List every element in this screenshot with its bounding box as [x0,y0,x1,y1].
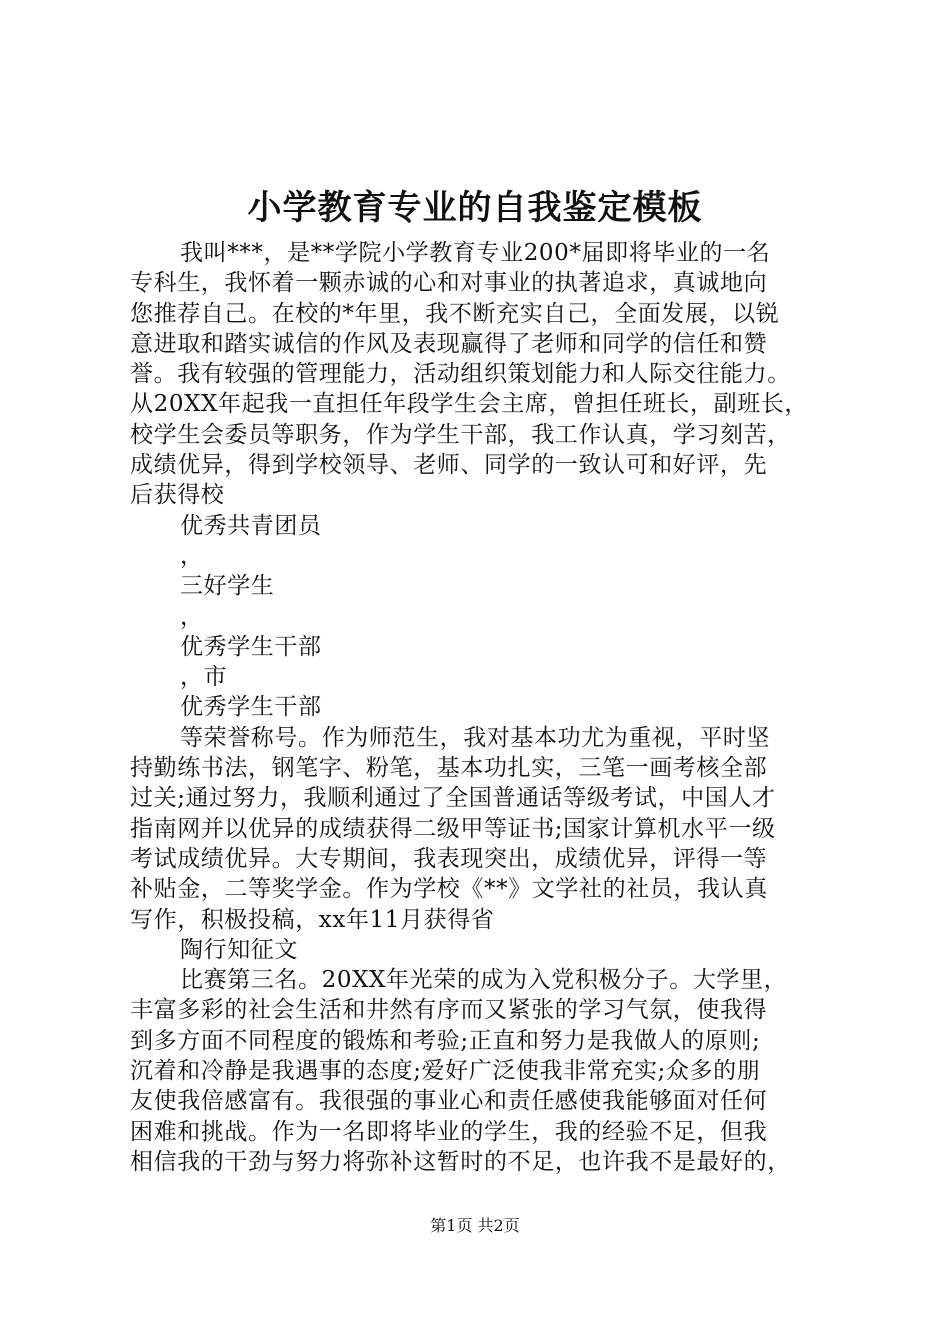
document-body [130,238,830,1177]
paragraph-line: 到多方面不同程度的锻炼和考验;正直和努力是我做人的原则; [130,1027,761,1054]
paragraph-line: 困难和挑战。作为一名即将毕业的学生，我的经验不足，但我 [130,1118,768,1145]
paragraph-line: 补贴金，二等奖学金。作为学校《**》文学社的社员，我认真 [130,876,768,903]
honor-separator: ，市 [180,664,228,691]
honor-separator: ， [180,603,204,630]
paragraph-line: 成绩优异，得到学校领导、老师、同学的一致认可和好评，先 [130,452,768,479]
paragraph-line: 过关;通过努力，我顺利通过了全国普通话等级考试，中国人才 [130,785,776,812]
paragraph-line: 校学生会委员等职务，作为学生干部，我工作认真，学习刻苦， [130,421,791,448]
document-title: 小学教育专业的自我鉴定模板 [247,188,703,228]
honor-line: 优秀学生干部 [180,694,322,721]
page-footer: 第1页 共2页 [430,1216,520,1235]
paragraph-line: 我叫***，是**学院小学教育专业200*届即将毕业的一名 [180,240,771,266]
honor-line: 陶行知征文 [180,936,298,963]
paragraph-line: 意进取和踏实诚信的作风及表现赢得了老师和同学的信任和赞 [130,330,768,357]
paragraph-line: 友使我倍感富有。我很强的事业心和责任感使我能够面对任何 [130,1088,768,1115]
paragraph-line: 等荣誉称号。作为师范生，我对基本功尤为重视，平时坚 [180,724,770,751]
honor-line: 三好学生 [180,573,275,600]
paragraph-line: 从20XX年起我一直担任年段学生会主席，曾担任班长，副班长， [130,391,809,418]
honor-separator: ， [180,542,204,569]
paragraph-line: 专科生，我怀着一颗赤诚的心和对事业的执著追求，真诚地向 [130,270,768,297]
paragraph-line: 指南网并以优异的成绩获得二级甲等证书;国家计算机水平一级 [130,815,776,842]
paragraph-line: 誉。我有较强的管理能力，活动组织策划能力和人际交往能力。 [130,361,791,388]
paragraph-line: 丰富多彩的社会生活和井然有序而又紧张的学习气氛，使我得 [130,997,768,1024]
paragraph-line: 后获得校 [130,482,225,509]
honor-line: 优秀学生干部 [180,633,322,660]
paragraph-line: 比赛第三名。20XX年光荣的成为入党积极分子。大学里， [180,967,788,994]
paragraph-line: 您推荐自己。在校的*年里，我不断充实自己，全面发展，以锐 [130,300,780,327]
honor-line: 优秀共青团员 [180,512,322,539]
paragraph-line: 相信我的干劲与努力将弥补这暂时的不足，也许我不是最好的， [130,1148,791,1175]
paragraph-line: 写作，积极投稿，xx年11月获得省 [130,906,495,933]
paragraph-line: 沉着和冷静是我遇事的态度;爱好广泛使我非常充实;众多的朋 [130,1058,761,1085]
paragraph-line: 考试成绩优异。大专期间，我表现突出，成绩优异，评得一等 [130,845,768,872]
paragraph-line: 持勤练书法，钢笔字、粉笔，基本功扎实，三笔一画考核全部 [130,755,768,782]
